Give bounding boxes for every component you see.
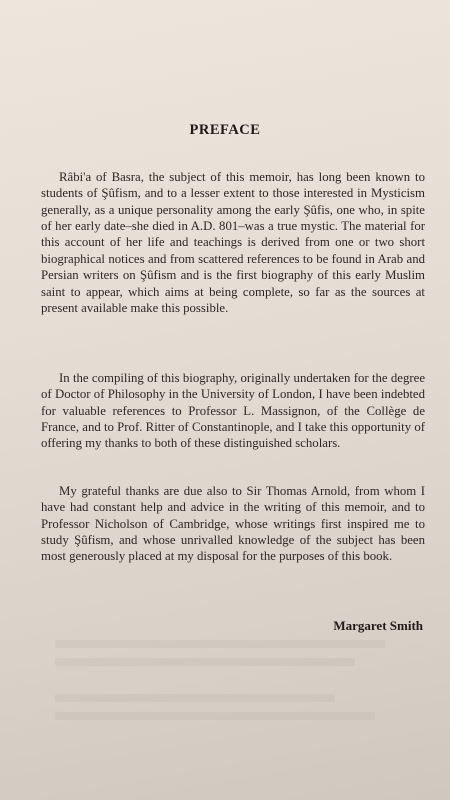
preface-paragraph-3: My grateful thanks are due also to Sir Thomas Arnold, from whom I have had constant help and advice in the writing of this memoir, and to Professor Nicholson of Cambridge, whose writings first inspired me to study Şûfism, and whose unrivalled knowledge of the subject has been most generously placed at my disposal for the purposes of this book. xyxy=(41,483,425,564)
page-heading: PREFACE xyxy=(189,122,261,138)
preface-paragraph-1: Râbi'a of Basra, the subject of this memoir, has long been known to students of Şûfism, and to a lesser extent to those interested in Mysticism generally, as a unique personality among the early Şûfis, one who, in spite of her early date–she died in A.D. 801–was a true mystic. The material for this account of her life and teachings is derived from one or two short biographical notices and from scattered references to be found in Arab and Persian writers on Şûfism and is the first biography of this early Muslim saint to appear, which aims at being complete, so far as the sources at present available make this possible. xyxy=(41,169,425,316)
show-through-line xyxy=(55,694,335,702)
preface-paragraph-2: In the compiling of this biography, originally undertaken for the degree of Doctor of Philosophy in the University of London, I have been indebted for valuable references to Professor L. Massignon, of the Collège de France, and to Prof. Ritter of Constantinople, and I take this opportunity of offering my thanks to both of these distinguished scholars. xyxy=(41,370,425,451)
show-through-line xyxy=(55,712,375,720)
author-signature: Margaret Smith xyxy=(333,618,423,633)
show-through-line xyxy=(55,640,385,648)
show-through-line xyxy=(55,658,355,666)
